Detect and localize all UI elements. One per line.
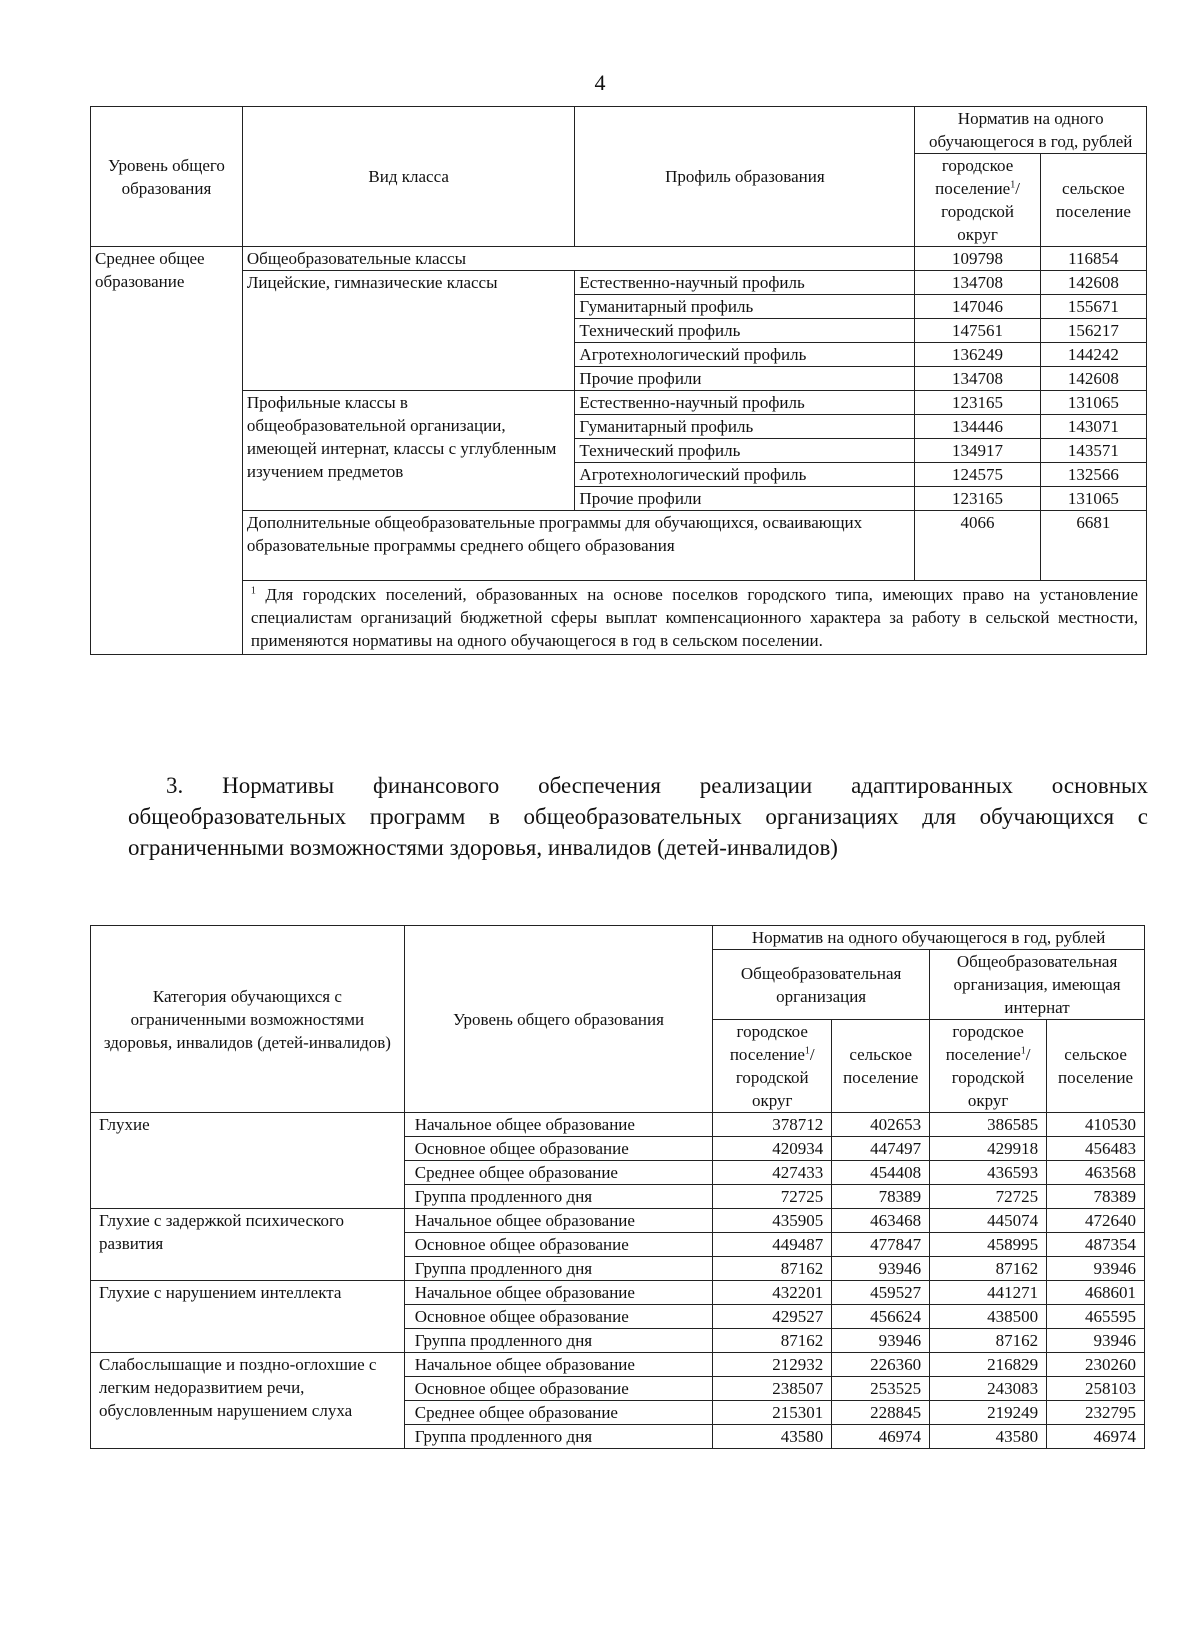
table-row — [91, 511, 1147, 581]
org-urban-value: 43580 — [713, 1425, 832, 1449]
boarding-urban-value: 441271 — [930, 1281, 1047, 1305]
boarding-rural-value: 93946 — [1047, 1329, 1145, 1353]
table-row — [91, 1113, 1145, 1137]
header-norm: Норматив на одного обучающегося в год, рублей — [915, 107, 1147, 154]
category-cell: Глухие с нарушением интеллекта — [91, 1281, 405, 1353]
org-rural-value: 463468 — [832, 1209, 930, 1233]
boarding-urban-value: 243083 — [930, 1377, 1047, 1401]
section-3-title: 3. Нормативы финансового обеспечения реализации адаптированных основных общеобразовательных программ в общеобразовательных организациях для обучающихся с ограниченными возможностями здоровья, инвалидов (детей-инвалидов) — [128, 773, 1148, 860]
boarding-rural-value: 465595 — [1047, 1305, 1145, 1329]
urban-value: 123165 — [915, 487, 1040, 511]
profile-cell: Естественно-научный профиль — [575, 271, 915, 295]
boarding-urban-value: 87162 — [930, 1329, 1047, 1353]
boarding-urban-value: 216829 — [930, 1353, 1047, 1377]
level-cell: Начальное общее образование — [404, 1209, 712, 1233]
boarding-urban-value: 72725 — [930, 1185, 1047, 1209]
org-urban-value: 429527 — [713, 1305, 832, 1329]
level-cell: Основное общее образование — [404, 1305, 712, 1329]
org-rural-value: 226360 — [832, 1353, 930, 1377]
level-cell: Среднее общее образование — [91, 247, 243, 655]
boarding-urban-value: 43580 — [930, 1425, 1047, 1449]
category-cell: Глухие — [91, 1113, 405, 1209]
profile-cell: Естественно-научный профиль — [575, 391, 915, 415]
class-type-cell: Профильные классы в общеобразовательной организации, имеющей интернат, классы с углубленным изучением предметов — [242, 391, 575, 511]
header-rural: сельское поселение — [832, 1020, 930, 1113]
level-cell: Среднее общее образование — [404, 1161, 712, 1185]
footnote-row — [91, 581, 1147, 655]
boarding-rural-value: 232795 — [1047, 1401, 1145, 1425]
level-cell: Группа продленного дня — [404, 1257, 712, 1281]
rural-value: 132566 — [1040, 463, 1146, 487]
footnote: $^1$ Для городских поселений, образованных на основе поселков городского типа, имеющих право на установление специалистам организаций бюджетной сферы выплат компенсационного характера за работу в сельской местности, применяются нормативы на одного обучающегося в год в сельском поселении. — [242, 581, 1146, 655]
header-norm: Норматив на одного обучающегося в год, рублей — [713, 926, 1145, 950]
org-urban-value: 432201 — [713, 1281, 832, 1305]
org-rural-value: 78389 — [832, 1185, 930, 1209]
org-urban-value: 238507 — [713, 1377, 832, 1401]
urban-value: 123165 — [915, 391, 1040, 415]
level-cell: Начальное общее образование — [404, 1353, 712, 1377]
org-rural-value: 93946 — [832, 1257, 930, 1281]
rural-value: 143071 — [1040, 415, 1146, 439]
rural-value: 142608 — [1040, 367, 1146, 391]
org-urban-value: 212932 — [713, 1353, 832, 1377]
header-category: Категория обучающихся с ограниченными возможностями здоровья, инвалидов (детей-инвалидов) — [91, 926, 405, 1113]
urban-value: 4066 — [915, 511, 1040, 581]
org-rural-value: 253525 — [832, 1377, 930, 1401]
header-urban: городское поселение$^1$/ городской округ — [713, 1020, 832, 1113]
boarding-rural-value: 78389 — [1047, 1185, 1145, 1209]
org-rural-value: 456624 — [832, 1305, 930, 1329]
rural-value: 144242 — [1040, 343, 1146, 367]
org-urban-value: 427433 — [713, 1161, 832, 1185]
header-urban: городское поселение$^1$/ городской округ — [915, 154, 1040, 247]
urban-value: 109798 — [915, 247, 1040, 271]
level-cell: Начальное общее образование — [404, 1281, 712, 1305]
header-org: Общеобразовательная организация — [713, 950, 930, 1020]
org-rural-value: 93946 — [832, 1329, 930, 1353]
level-cell: Группа продленного дня — [404, 1185, 712, 1209]
level-cell: Начальное общее образование — [404, 1113, 712, 1137]
table-row — [91, 1209, 1145, 1233]
table-row — [91, 1353, 1145, 1377]
boarding-rural-value: 472640 — [1047, 1209, 1145, 1233]
class-type-cell: Дополнительные общеобразовательные программы для обучающихся, осваивающих образовательные программы среднего общего образования — [242, 511, 914, 581]
level-cell: Основное общее образование — [404, 1233, 712, 1257]
org-rural-value: 46974 — [832, 1425, 930, 1449]
level-cell: Группа продленного дня — [404, 1329, 712, 1353]
boarding-rural-value: 487354 — [1047, 1233, 1145, 1257]
boarding-rural-value: 456483 — [1047, 1137, 1145, 1161]
boarding-urban-value: 429918 — [930, 1137, 1047, 1161]
rural-value: 156217 — [1040, 319, 1146, 343]
boarding-urban-value: 458995 — [930, 1233, 1047, 1257]
urban-value: 134446 — [915, 415, 1040, 439]
header-rural: сельское поселение — [1047, 1020, 1145, 1113]
table-row — [91, 271, 1147, 295]
header-rural: сельское поселение — [1040, 154, 1146, 247]
boarding-rural-value: 463568 — [1047, 1161, 1145, 1185]
org-urban-value: 215301 — [713, 1401, 832, 1425]
boarding-rural-value: 258103 — [1047, 1377, 1145, 1401]
level-cell: Группа продленного дня — [404, 1425, 712, 1449]
rural-value: 131065 — [1040, 391, 1146, 415]
org-rural-value: 454408 — [832, 1161, 930, 1185]
boarding-rural-value: 230260 — [1047, 1353, 1145, 1377]
urban-value: 134917 — [915, 439, 1040, 463]
urban-value: 134708 — [915, 271, 1040, 295]
header-class-type: Вид класса — [242, 107, 575, 247]
level-cell: Основное общее образование — [404, 1377, 712, 1401]
table-body — [91, 1113, 1145, 1449]
boarding-rural-value: 93946 — [1047, 1257, 1145, 1281]
org-urban-value: 378712 — [713, 1113, 832, 1137]
org-urban-value: 449487 — [713, 1233, 832, 1257]
rural-value: 155671 — [1040, 295, 1146, 319]
org-rural-value: 402653 — [832, 1113, 930, 1137]
profile-cell: Технический профиль — [575, 319, 915, 343]
table-row — [91, 247, 1147, 271]
boarding-urban-value: 386585 — [930, 1113, 1047, 1137]
header-profile: Профиль образования — [575, 107, 915, 247]
urban-value: 147561 — [915, 319, 1040, 343]
boarding-rural-value: 46974 — [1047, 1425, 1145, 1449]
org-urban-value: 435905 — [713, 1209, 832, 1233]
org-rural-value: 228845 — [832, 1401, 930, 1425]
rural-value: 6681 — [1040, 511, 1146, 581]
org-urban-value: 87162 — [713, 1329, 832, 1353]
profile-cell: Агротехнологический профиль — [575, 343, 915, 367]
urban-value: 124575 — [915, 463, 1040, 487]
rural-value: 131065 — [1040, 487, 1146, 511]
header-level: Уровень общего образования — [91, 107, 243, 247]
level-cell: Среднее общее образование — [404, 1401, 712, 1425]
class-type-cell: Лицейские, гимназические классы — [242, 271, 575, 391]
boarding-rural-value: 468601 — [1047, 1281, 1145, 1305]
org-urban-value: 72725 — [713, 1185, 832, 1209]
boarding-urban-value: 219249 — [930, 1401, 1047, 1425]
header-urban: городское поселение$^1$/ городской округ — [930, 1020, 1047, 1113]
profile-cell: Гуманитарный профиль — [575, 415, 915, 439]
table-row — [91, 391, 1147, 415]
rural-value: 142608 — [1040, 271, 1146, 295]
org-rural-value: 477847 — [832, 1233, 930, 1257]
org-urban-value: 420934 — [713, 1137, 832, 1161]
boarding-urban-value: 87162 — [930, 1257, 1047, 1281]
urban-value: 147046 — [915, 295, 1040, 319]
profile-cell: Агротехнологический профиль — [575, 463, 915, 487]
category-cell: Слабослышащие и поздно-оглохшие с легким недоразвитием речи, обусловленным нарушением слуха — [91, 1353, 405, 1449]
org-rural-value: 447497 — [832, 1137, 930, 1161]
header-level: Уровень общего образования — [404, 926, 712, 1113]
class-type-cell: Общеобразовательные классы — [242, 247, 914, 271]
org-rural-value: 459527 — [832, 1281, 930, 1305]
table-row — [91, 1281, 1145, 1305]
category-cell: Глухие с задержкой психического развития — [91, 1209, 405, 1281]
boarding-rural-value: 410530 — [1047, 1113, 1145, 1137]
profile-cell: Технический профиль — [575, 439, 915, 463]
page-number: 4 — [594, 70, 606, 95]
boarding-urban-value: 438500 — [930, 1305, 1047, 1329]
boarding-urban-value: 445074 — [930, 1209, 1047, 1233]
rural-value: 116854 — [1040, 247, 1146, 271]
header-org-boarding: Общеобразовательная организация, имеющая интернат — [930, 950, 1145, 1020]
profile-cell: Прочие профили — [575, 367, 915, 391]
org-urban-value: 87162 — [713, 1257, 832, 1281]
norms-table-secondary — [90, 106, 1147, 655]
boarding-urban-value: 436593 — [930, 1161, 1047, 1185]
urban-value: 134708 — [915, 367, 1040, 391]
urban-value: 136249 — [915, 343, 1040, 367]
profile-cell: Гуманитарный профиль — [575, 295, 915, 319]
norms-table-disabled — [90, 925, 1145, 1449]
level-cell: Основное общее образование — [404, 1137, 712, 1161]
profile-cell: Прочие профили — [575, 487, 915, 511]
rural-value: 143571 — [1040, 439, 1146, 463]
